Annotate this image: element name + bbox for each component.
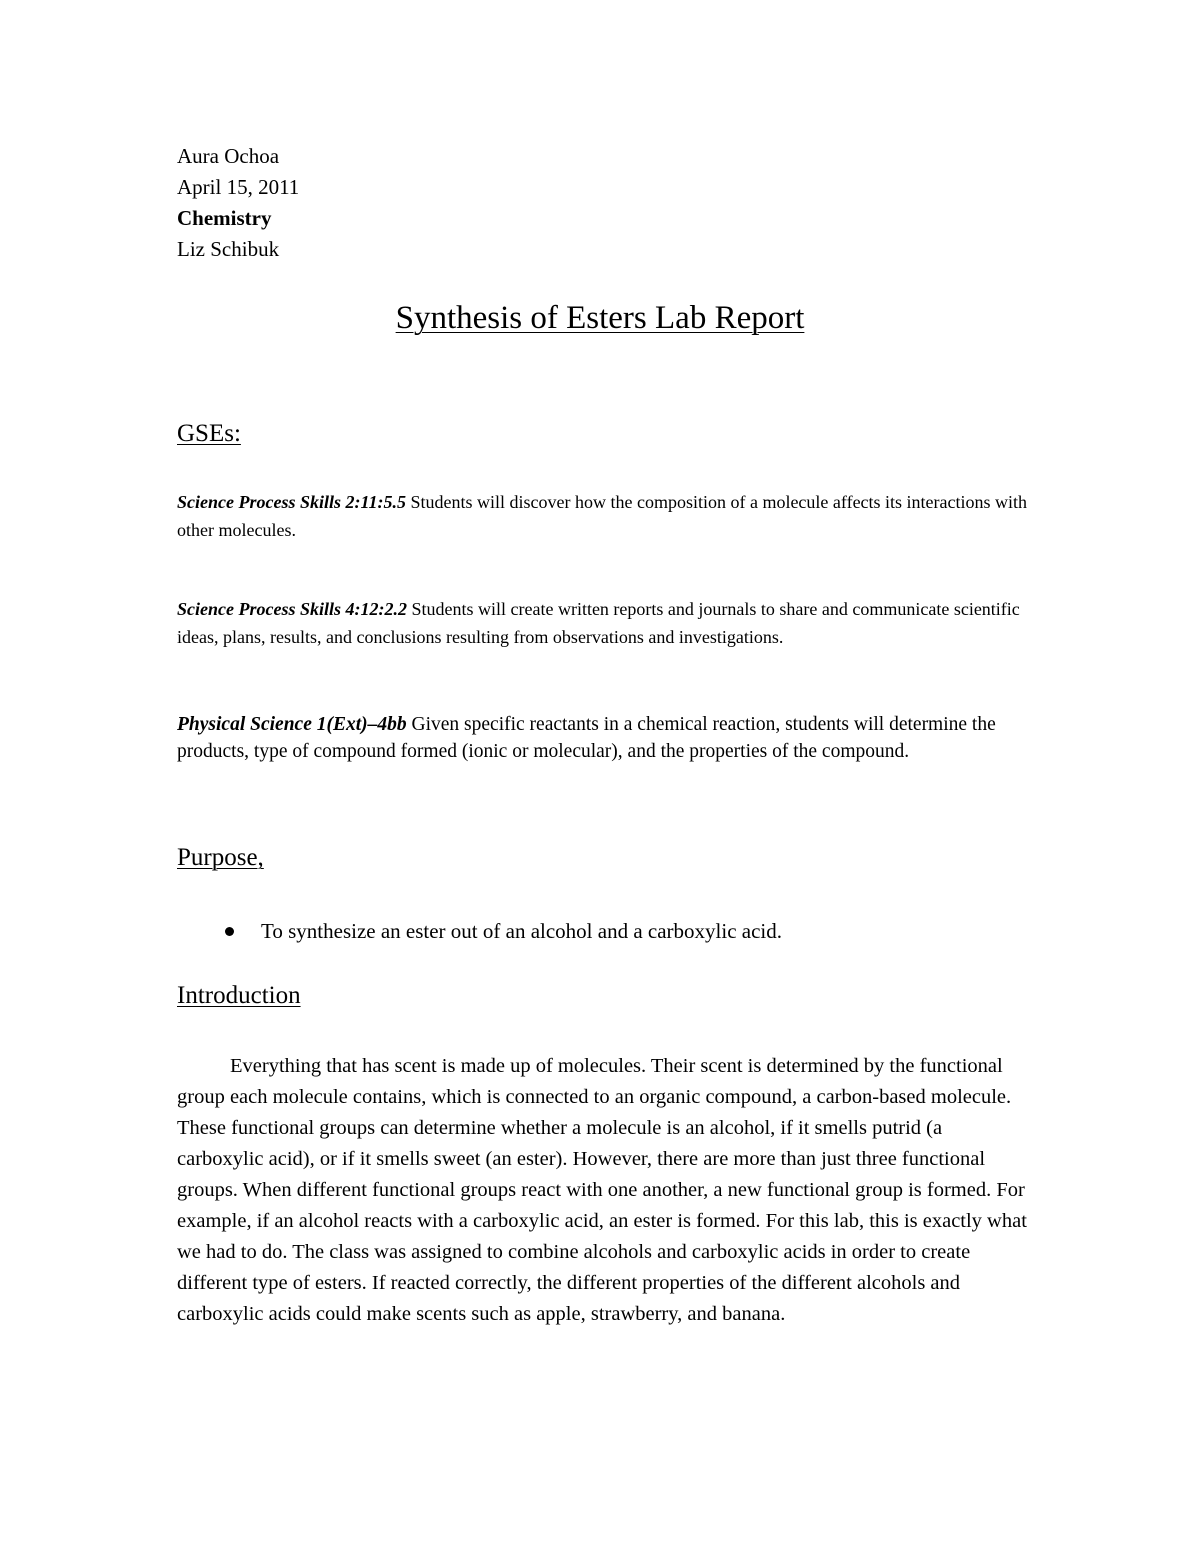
introduction-paragraph: Everything that has scent is made up of molecules. Their scent is determined by the functional group each molecule contains, which is connected to an organic compound, a carbon-based molecule. These functional groups can determine whether a molecule is an alcohol, if it smells putrid (a carboxylic acid), or if it smells sweet (an ester). However, there are more than just three functional groups. When different functional groups react with one another, a new functional group is formed. For example, if an alcohol reacts with a carboxylic acid, an ester is formed. For this lab, this is exactly what we had to do. The class was assigned to combine alcohols and carboxylic acids in order to create different type of esters. If reacted correctly, the different properties of the different alcohols and carboxylic acids could make scents such as apple, strawberry, and banana. — [177, 1055, 1027, 1325]
gse-item — [177, 711, 1032, 765]
purpose-heading: Purpose, — [177, 844, 264, 871]
gse-text: Students will discover how the composition of a molecule affects its interactions with other molecules. — [177, 492, 1028, 540]
author-name: Aura Ochoa — [177, 144, 280, 168]
gses-heading: GSEs: — [177, 420, 241, 447]
page-title: Synthesis of Esters Lab Report — [395, 300, 805, 336]
bullet-icon — [225, 927, 234, 936]
course-subject: Chemistry — [177, 206, 272, 230]
gse-text: Given specific reactants in a chemical reaction, students will determine the products, type of compound formed (ionic or molecular), and the properties of the compound. — [177, 714, 996, 762]
report-date: April 15, 2011 — [177, 175, 300, 199]
introduction-heading: Introduction — [177, 982, 301, 1009]
gse-item — [177, 595, 1032, 651]
gse-code: Physical Science 1(Ext)–4bb — [177, 714, 407, 735]
purpose-bullet-item — [225, 916, 782, 946]
gse-code: Science Process Skills 4:12:2.2 — [177, 599, 407, 619]
purpose-bullet-text: To synthesize an ester out of an alcohol and a carboxylic acid. — [261, 919, 783, 943]
teacher-name: Liz Schibuk — [177, 237, 280, 261]
gse-code: Science Process Skills 2:11:5.5 — [177, 492, 406, 512]
gse-text: Students will create written reports and journals to share and communicate scientific ideas, plans, results, and conclusions resulting from observations and investigations. — [177, 599, 1020, 647]
gse-item — [177, 488, 1032, 544]
